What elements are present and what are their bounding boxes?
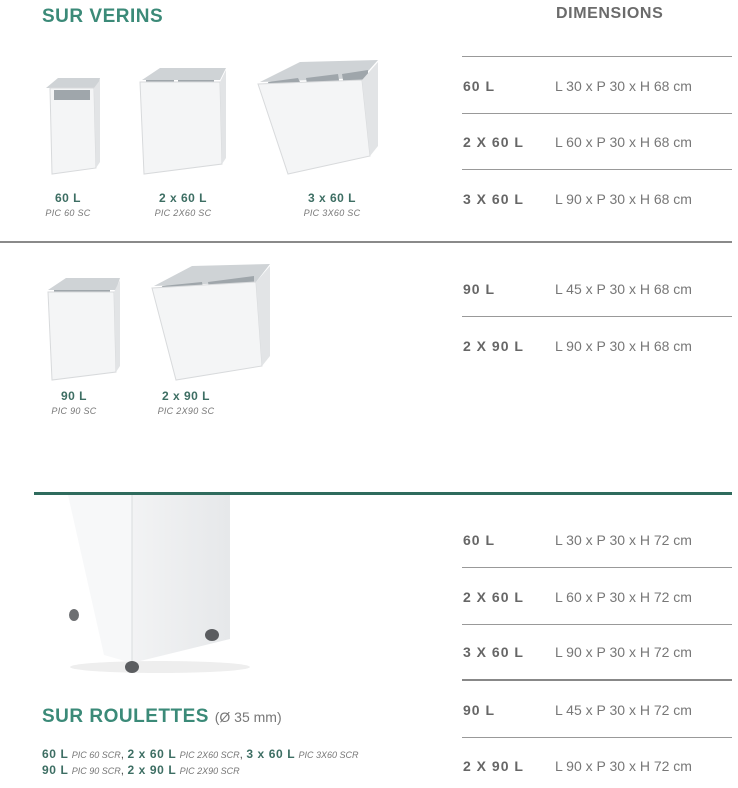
table-divider (462, 316, 732, 317)
product-caption-ref: PIC 60 SC (45, 208, 91, 218)
legend-line-2: 90 L PIC 90 SCR, 2 x 90 L PIC 2X90 SCR (42, 763, 240, 777)
legend-ref: PIC 2X90 SCR (179, 766, 240, 776)
product-image-3x60l (258, 56, 378, 176)
product-caption-ref: PIC 2X60 SC (154, 208, 212, 218)
section-title-roulettes-text: SUR ROULETTES (42, 706, 209, 727)
table-divider (462, 56, 732, 57)
table-row-volume: 2 X 60 L (463, 589, 524, 605)
product-image-2x90l (152, 260, 270, 380)
product-caption-ref: PIC 2X90 SC (157, 406, 215, 416)
product-image-roulettes (60, 495, 250, 675)
table-row-volume: 2 X 60 L (463, 134, 524, 150)
table-divider-thick (462, 679, 732, 681)
table-divider (462, 113, 732, 114)
product-caption-capacity: 2 x 90 L (161, 389, 211, 403)
legend-capacity: 90 L (42, 763, 69, 777)
table-row-dimensions: L 30 x P 30 x H 68 cm (555, 78, 692, 94)
table-row-volume: 90 L (463, 281, 496, 297)
table-row-dimensions: L 90 x P 30 x H 68 cm (555, 191, 692, 207)
product-caption-capacity: 60 L (54, 191, 81, 205)
product-image-90l (46, 276, 120, 382)
legend-capacity: 2 x 90 L (127, 763, 177, 777)
table-row-dimensions: L 60 x P 30 x H 72 cm (555, 589, 692, 605)
table-row-volume: 60 L (463, 78, 496, 94)
dimensions-heading: DIMENSIONS (556, 5, 664, 22)
product-caption-ref: PIC 3X60 SC (303, 208, 361, 218)
table-row-volume: 2 X 90 L (463, 338, 524, 354)
table-row-dimensions: L 60 x P 30 x H 68 cm (555, 134, 692, 150)
product-caption-ref: PIC 90 SC (51, 406, 97, 416)
legend-ref: PIC 2X60 SCR (179, 750, 240, 760)
section-title-verins: SUR VERINS (42, 6, 164, 27)
table-divider (462, 169, 732, 170)
legend-capacity: 2 x 60 L (127, 747, 177, 761)
legend-line-1: 60 L PIC 60 SCR, 2 x 60 L PIC 2X60 SCR, 3 x 60 L PIC 3X60 SCR (42, 747, 359, 761)
legend-capacity: 3 x 60 L (246, 747, 296, 761)
table-row-dimensions: L 45 x P 30 x H 72 cm (555, 702, 692, 718)
table-divider (462, 737, 732, 738)
legend-capacity: 60 L (42, 747, 69, 761)
table-row-volume: 2 X 90 L (463, 758, 524, 774)
table-row-volume: 90 L (463, 702, 496, 718)
table-row-dimensions: L 30 x P 30 x H 72 cm (555, 532, 692, 548)
product-caption-capacity: 90 L (60, 389, 87, 403)
product-caption-capacity: 2 x 60 L (158, 191, 208, 205)
legend-ref: PIC 60 SCR (71, 750, 121, 760)
table-row-dimensions: L 90 x P 30 x H 68 cm (555, 338, 692, 354)
table-row-dimensions: L 90 x P 30 x H 72 cm (555, 758, 692, 774)
product-image-2x60l (140, 66, 226, 176)
product-caption-capacity: 3 x 60 L (307, 191, 357, 205)
legend-ref: PIC 3X60 SCR (298, 750, 359, 760)
table-row-volume: 60 L (463, 532, 496, 548)
table-divider (462, 624, 732, 625)
section-title-roulettes (42, 706, 282, 728)
legend-ref: PIC 90 SCR (71, 766, 121, 776)
table-divider (462, 567, 732, 568)
table-row-dimensions: L 90 x P 30 x H 72 cm (555, 644, 692, 660)
table-row-dimensions: L 45 x P 30 x H 68 cm (555, 281, 692, 297)
group-divider (0, 241, 732, 243)
wheel-diameter-note: (Ø 35 mm) (214, 709, 282, 725)
table-row-volume: 3 X 60 L (463, 644, 524, 660)
table-row-volume: 3 X 60 L (463, 191, 524, 207)
product-image-60l (46, 78, 100, 178)
